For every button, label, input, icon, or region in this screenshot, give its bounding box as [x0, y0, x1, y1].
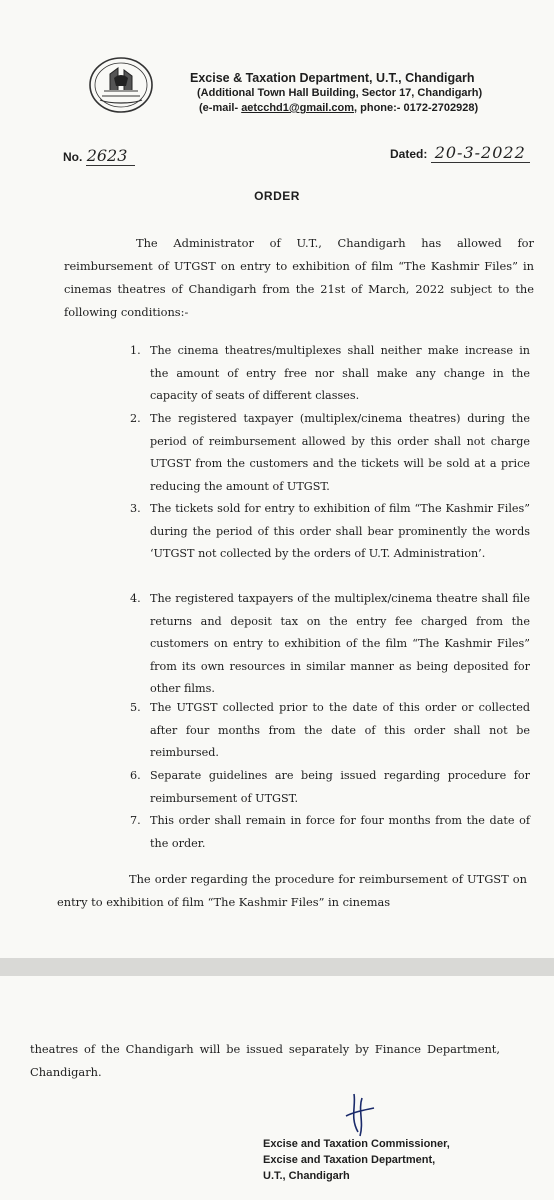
document-page-2 — [0, 976, 554, 1200]
order-number-label: No. — [63, 150, 83, 164]
page-break — [0, 958, 554, 976]
department-address: (Additional Town Hall Building, Sector 17, Chandigarh) — [197, 87, 483, 99]
order-title: ORDER — [254, 189, 300, 203]
emblem-logo — [88, 56, 154, 114]
condition-item: 5. The UTGST collected prior to the date of this order or collected after four months from the date of this order shall not be reimbursed. — [130, 701, 530, 759]
condition-item: 3. The tickets sold for entry to exhibition of film “The Kashmir Files” during the period of this order shall bear prominently the words ‘UTGST not collected by the orders of U.T. Administration’. — [130, 502, 530, 560]
order-date-label: Dated: — [390, 147, 428, 161]
order-date — [390, 143, 530, 162]
condition-item: 7. This order shall remain in force for four months from the date of the order. — [130, 814, 530, 850]
email-link[interactable]: aetcchd1@gmail.com — [241, 102, 355, 114]
order-number-value: 2623 — [86, 146, 136, 166]
order-number — [63, 146, 135, 165]
signature-mark — [340, 1092, 380, 1140]
condition-item: 2. The registered taxpayer (multiplex/cinema theatres) during the period of reimbursement allowed by this order shall not charge UTGST from the customers and the tickets will be sold at a price reducing the amount of UTGST. — [130, 412, 530, 493]
closing-paragraph-continued: theatres of the Chandigarh will be issued separately by Finance Department, Chandigarh. — [30, 1042, 500, 1079]
condition-item: 4. The registered taxpayers of the multiplex/cinema theatre shall file returns and deposit tax on the entry fee charged from the customers on entry to exhibition of the film “The Kashmir Files” from its own resources in similar manner as being deposited for other films. — [130, 592, 530, 695]
department-name: Excise & Taxation Department, U.T., Chandigarh — [190, 71, 475, 85]
signatory-department: Excise and Taxation Department, — [263, 1154, 436, 1166]
department-contact: (e-mail- aetcchd1@gmail.com, phone:- 0172-2702928) — [199, 102, 479, 114]
signatory-location: U.T., Chandigarh — [263, 1170, 350, 1182]
order-intro: The Administrator of U.T., Chandigarh has allowed for reimbursement of UTGST on entry to exhibition of film “The Kashmir Files” in cinemas theatres of Chandigarh from the 21st of March, 2022 subject to the following conditions:- — [64, 236, 534, 319]
closing-paragraph: The order regarding the procedure for reimbursement of UTGST on entry to exhibition of film “The Kashmir Files” in cinemas — [57, 872, 527, 909]
order-date-value: 20-3-2022 — [431, 143, 530, 163]
condition-item: 6. Separate guidelines are being issued regarding procedure for reimbursement of UTGST. — [130, 769, 530, 805]
signatory-title: Excise and Taxation Commissioner, — [263, 1138, 450, 1150]
condition-item: 1. The cinema theatres/multiplexes shall neither make increase in the amount of entry free nor shall make any change in the capacity of seats of different classes. — [130, 344, 530, 402]
